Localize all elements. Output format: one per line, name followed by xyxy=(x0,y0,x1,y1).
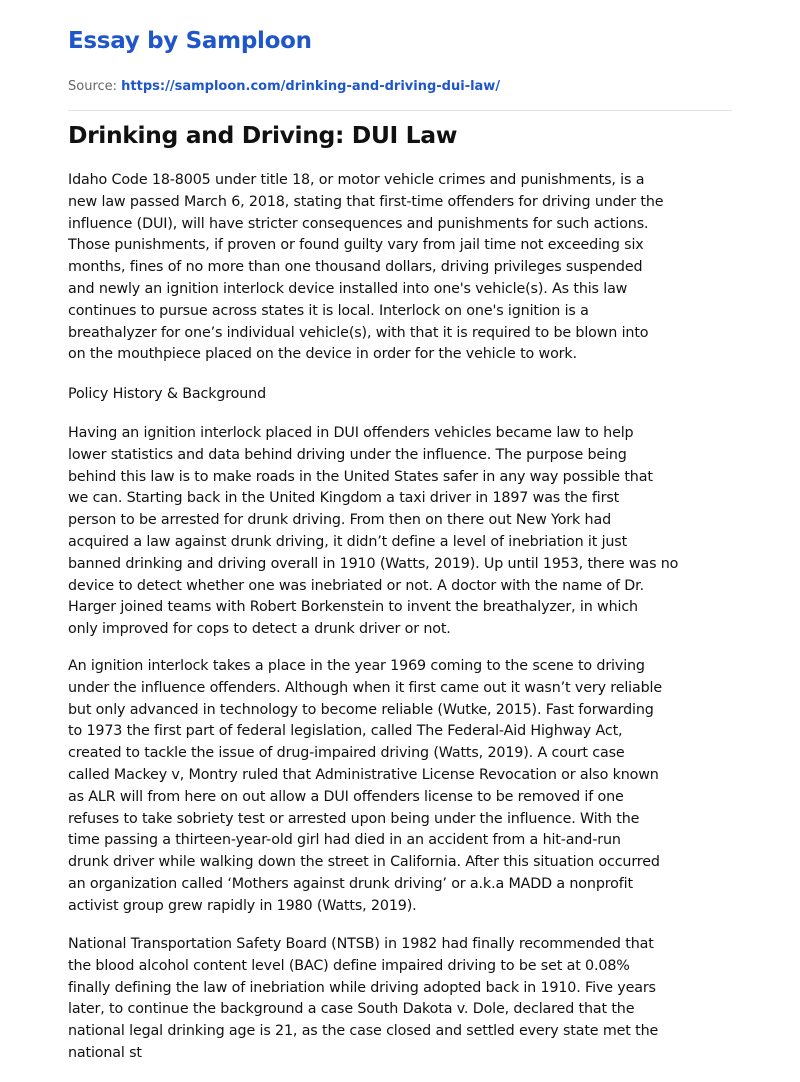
text-line: months, fines of no more than one thousand dollars, driving privileges suspended xyxy=(68,259,643,276)
text-line: new law passed March 6, 2018, stating that first-time offenders for driving under the xyxy=(68,193,664,210)
text-line: an organization called ‘Mothers against drunk driving’ or a.k.a MADD a nonprofit xyxy=(68,875,633,892)
text-line: person to be arrested for drunk driving. From then on there out New York had xyxy=(68,512,611,529)
paragraph-interlock xyxy=(68,656,662,918)
text-line: time passing a thirteen-year-old girl had died in an accident from a hit-and-run xyxy=(68,832,621,849)
text-line: continues to pursue across states it is local. Interlock on one's ignition is a xyxy=(68,302,589,319)
text-line: Harger joined teams with Robert Borkenstein to invent the breathalyzer, in which xyxy=(68,599,638,616)
text-line: and newly an ignition interlock device installed into one's vehicle(s). As this law xyxy=(68,280,628,297)
text-line: refuses to take sobriety test or arrested upon being under the influence. With the xyxy=(68,810,640,827)
text-line: National Transportation Safety Board (NTSB) in 1982 had finally recommended that xyxy=(68,936,654,952)
text-line: as ALR will from here on out allow a DUI offenders license to be removed if one xyxy=(68,788,624,805)
text-line: device to detect whether one was inebriated or not. A doctor with the name of Dr. xyxy=(68,577,644,594)
text-line: under the influence offenders. Although when it first came out it wasn’t very reliable xyxy=(68,679,662,696)
text-line: Those punishments, if proven or found guilty vary from jail time not exceeding six xyxy=(68,237,644,254)
text-line: but only advanced in technology to become reliable (Wutke, 2015). Fast forwarding xyxy=(68,701,654,718)
article-title: Drinking and Driving: DUI Law xyxy=(68,121,458,149)
text-line: we can. Starting back in the United Kingdom a taxi driver in 1897 was the first xyxy=(68,490,620,507)
text-line: acquired a law against drunk driving, it didn’t define a level of inebriation it just xyxy=(68,533,628,550)
text-line: to 1973 the first part of federal legislation, called The Federal-Aid Highway Act, xyxy=(68,723,623,740)
text-line: finally defining the law of inebriation while driving adopted back in 1910. Five years xyxy=(68,979,656,996)
text-line: influence (DUI), will have stricter consequences and punishments for such actions. xyxy=(68,215,649,232)
text-line: drunk driver while walking down the street in California. After this situation occurred xyxy=(68,854,660,871)
paragraph-intro xyxy=(68,170,663,366)
paragraph-ntsb xyxy=(68,934,658,1065)
text-line: created to tackle the issue of drug-impaired driving (Watts, 2019). A court case xyxy=(68,745,625,762)
text-line: lower statistics and data behind driving under the influence. The purpose being xyxy=(68,446,627,463)
text-line: the blood alcohol content level (BAC) define impaired driving to be set at 0.08% xyxy=(68,957,630,974)
text-line: called Mackey v, Montry ruled that Administrative License Revocation or also known xyxy=(68,766,659,783)
text-line: banned drinking and driving overall in 1910 (Watts, 2019). Up until 1953, there was no xyxy=(68,555,679,572)
text-line: breathalyzer for one’s individual vehicle(s), with that it is required to be blown into xyxy=(68,324,649,341)
text-line: later, to continue the background a case South Dakota v. Dole, declared that the xyxy=(68,1001,635,1018)
text-line: only improved for cops to detect a drunk driver or not. xyxy=(68,621,451,638)
text-line: national st xyxy=(68,1044,142,1061)
text-line: behind this law is to make roads in the United States safer in any way possible that xyxy=(68,468,653,485)
header-divider xyxy=(68,110,732,111)
text-line: national legal drinking age is 21, as the case closed and settled every state met the xyxy=(68,1023,659,1040)
text-line: activist group grew rapidly in 1980 (Watts, 2019). xyxy=(68,897,417,914)
paragraph-history xyxy=(68,423,678,641)
text-line: An ignition interlock takes a place in the year 1969 coming to the scene to driving xyxy=(68,658,645,674)
source-line xyxy=(68,79,500,94)
text-line: Idaho Code 18-8005 under title 18, or motor vehicle crimes and punishments, is a xyxy=(68,172,645,188)
section-subheading: Policy History & Background xyxy=(68,386,267,402)
source-link[interactable]: https://samploon.com/drinking-and-driving-dui-law/ xyxy=(121,79,501,94)
source-label: Source: xyxy=(68,79,118,94)
text-line: Having an ignition interlock placed in DUI offenders vehicles became law to help xyxy=(68,425,634,441)
site-brand: Essay by Samploon xyxy=(68,28,312,54)
text-line: on the mouthpiece placed on the device in order for the vehicle to work. xyxy=(68,346,577,363)
